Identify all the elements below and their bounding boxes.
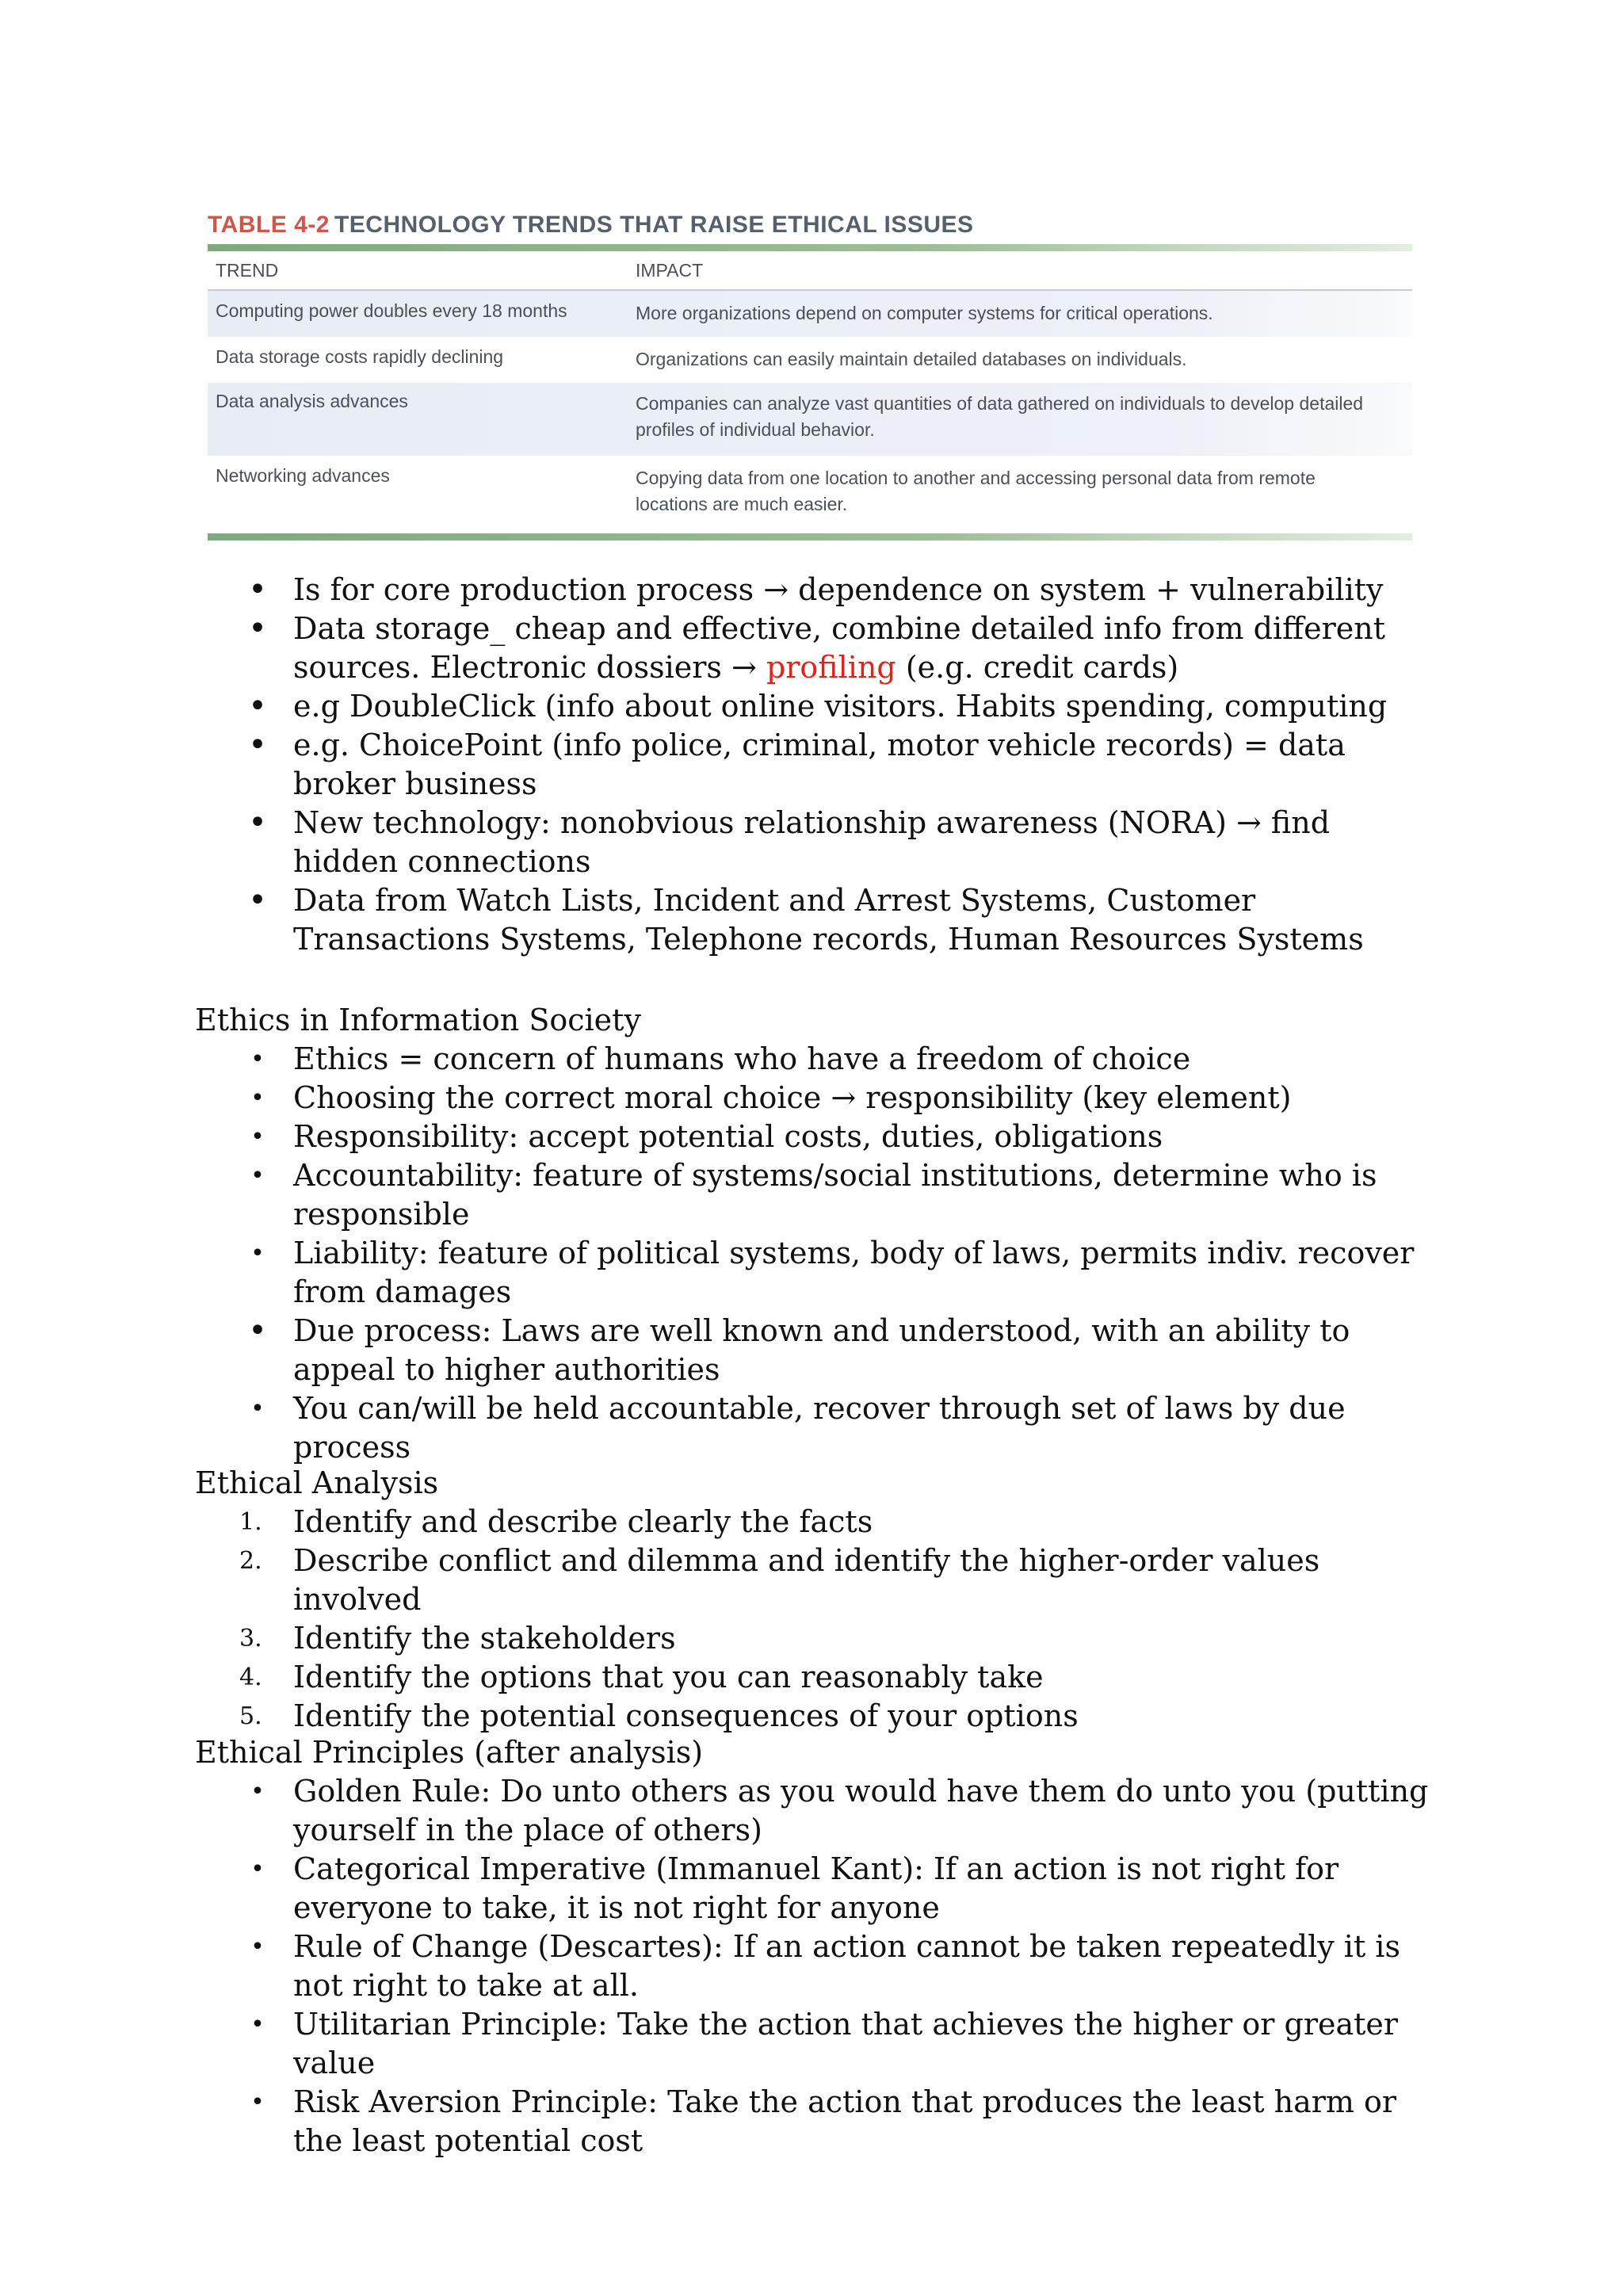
table-label: TABLE 4-2 [208, 212, 330, 238]
list-item: 1. Identify and describe clearly the facts [0, 1503, 1442, 1541]
table-row [208, 291, 1412, 337]
ethics-society-list [0, 1040, 1442, 1467]
bullet-icon: • [248, 688, 267, 724]
header-impact: IMPACT [636, 260, 704, 281]
item-number: 1. [239, 1508, 262, 1536]
impact-cell: Companies can analyze vast quantities of data gathered on individuals to develop detailed profiles of individual behavior. [636, 393, 1364, 440]
list-item: • Categorical Imperative (Immanuel Kant): If an action is not right for everyone to take, it is not right for anyone [0, 1850, 1442, 1927]
list-item: • Accountability: feature of systems/social institutions, determine who is responsible [0, 1156, 1442, 1234]
list-item: • Utilitarian Principle: Take the action that achieves the higher or greater value [0, 2005, 1442, 2083]
list-item: • Ethics = concern of humans who have a freedom of choice [0, 1040, 1442, 1079]
list-item: • Data from Watch Lists, Incident and Arrest Systems, Customer Transactions Systems, Telephone records, Human Resources Systems [0, 881, 1442, 959]
trend-cell: Data analysis advances [216, 391, 408, 411]
header-trend: TREND [216, 260, 279, 281]
list-item: 3. Identify the stakeholders [0, 1619, 1442, 1658]
list-item: • Golden Rule: Do unto others as you would have them do unto you (putting yourself in the place of others) [0, 1772, 1442, 1850]
list-item: 4. Identify the options that you can reasonably take [0, 1658, 1442, 1697]
item-number: 5. [239, 1702, 262, 1730]
bullet-icon: • [250, 1084, 265, 1112]
item-number: 2. [239, 1547, 262, 1575]
list-item: • Risk Aversion Principle: Take the action that produces the least harm or the least potential cost [0, 2083, 1442, 2160]
arrow-icon: → [763, 572, 789, 607]
item-number: 3. [239, 1625, 262, 1652]
bullet-icon: • [250, 1855, 265, 1883]
trend-cell: Data storage costs rapidly declining [216, 346, 504, 367]
arrow-icon: → [1236, 805, 1262, 840]
table-bottom-rule [208, 533, 1412, 541]
impact-cell: More organizations depend on computer systems for critical operations. [636, 303, 1213, 323]
section-heading: Ethical Principles (after analysis) [195, 1735, 704, 1770]
table-title-text: TECHNOLOGY TRENDS THAT RAISE ETHICAL ISSUES [334, 212, 974, 238]
bullet-icon: • [248, 571, 267, 608]
impact-cell: Organizations can easily maintain detailed databases on individuals. [636, 349, 1187, 369]
arrow-icon: → [731, 650, 757, 685]
list-item: • Is for core production process → dependence on system + vulnerability [0, 571, 1442, 609]
highlighted-term: profiling [756, 650, 896, 685]
list-item: • Liability: feature of political systems, body of laws, permits indiv. recover from damages [0, 1234, 1442, 1312]
item-number: 4. [239, 1664, 262, 1691]
list-item: • e.g. ChoicePoint (info police, criminal, motor vehicle records) = data broker business [0, 726, 1442, 804]
list-item: • You can/will be held accountable, recover through set of laws by due process [0, 1389, 1442, 1467]
impact-cell: Copying data from one location to another and accessing personal data from remote locations are much easier. [636, 468, 1316, 514]
intro-bullet-list [0, 571, 1442, 959]
table-row [208, 383, 1412, 456]
section-heading: Ethics in Information Society [195, 1003, 641, 1037]
list-item: 5. Identify the potential consequences of your options [0, 1697, 1442, 1736]
list-item: • Due process: Laws are well known and understood, with an ability to appeal to higher authorities [0, 1312, 1442, 1389]
list-item: 2. Describe conflict and dilemma and identify the higher-order values involved [239, 1543, 1320, 1617]
bullet-icon: • [250, 2088, 265, 2116]
list-item: • Choosing the correct moral choice → responsibility (key element) [0, 1079, 1442, 1117]
table-title [208, 208, 1412, 243]
bullet-icon: • [248, 610, 267, 647]
table-row [208, 456, 1412, 532]
list-item: • e.g DoubleClick (info about online visitors. Habits spending, computing [0, 687, 1442, 726]
bullet-icon: • [248, 804, 267, 841]
list-item: • New technology: nonobvious relationship awareness (NORA) → find hidden connections [0, 804, 1442, 881]
table-top-rule [208, 244, 1412, 251]
trend-cell: Networking advances [216, 465, 390, 486]
bullet-icon: • [248, 1312, 267, 1349]
bullet-icon: • [250, 1778, 265, 1805]
bullet-icon: • [250, 2011, 265, 2038]
bullet-icon: • [250, 1045, 265, 1073]
ethical-analysis-list [0, 1503, 1442, 1736]
table-row [208, 337, 1412, 383]
list-item: • Responsibility: accept potential costs, duties, obligations [0, 1117, 1442, 1156]
trend-cell: Computing power doubles every 18 months [216, 300, 567, 321]
section-heading: Ethical Analysis [195, 1465, 439, 1500]
trends-table [208, 208, 1412, 541]
table-header-row [208, 251, 1412, 291]
list-item: • Rule of Change (Descartes): If an action cannot be taken repeatedly it is not right to take at all. [0, 1927, 1442, 2005]
bullet-icon: • [250, 1123, 265, 1151]
bullet-icon: • [250, 1933, 265, 1961]
bullet-icon: • [250, 1162, 265, 1190]
list-item: • Data storage_ cheap and effective, combine detailed info from different sources. Electronic dossiers → profiling (e.g. credit cards) [0, 609, 1442, 687]
bullet-icon: • [250, 1240, 265, 1267]
bullet-icon: • [250, 1395, 265, 1423]
ethical-principles-list [0, 1772, 1442, 2160]
bullet-icon: • [248, 727, 267, 763]
bullet-icon: • [248, 882, 267, 919]
